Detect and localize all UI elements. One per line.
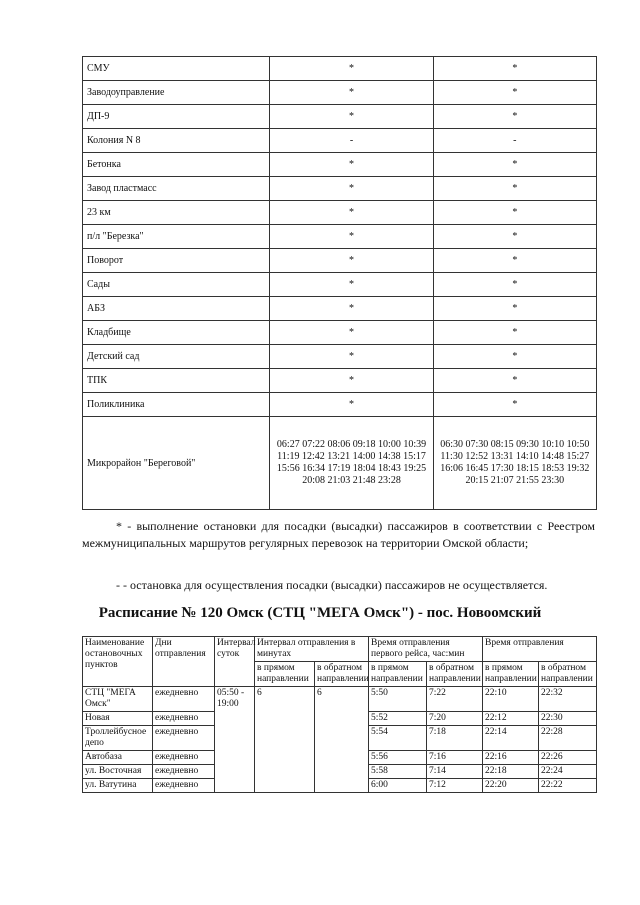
stop-backward-mark: - (433, 129, 596, 153)
stop-backward-mark: * (433, 201, 596, 225)
first-trip-forward: 5:54 (369, 726, 427, 751)
stop-row (83, 297, 597, 321)
first-trip-forward: 5:52 (369, 712, 427, 726)
first-trip-forward: 5:56 (369, 751, 427, 765)
last-trip-backward: 22:22 (539, 779, 597, 793)
stop-backward-mark: * (433, 249, 596, 273)
stop-row-terminal (83, 417, 597, 510)
stop-backward-mark: * (433, 153, 596, 177)
last-trip-backward: 22:26 (539, 751, 597, 765)
schedule-title: Расписание № 120 Омск (СТЦ "МЕГА Омск") - пос. Новоомский (98, 605, 542, 621)
header-dep-interval: Интервал отправления в минутах (255, 637, 369, 662)
stop-row (83, 129, 597, 153)
header-forward: в прямом направлении (255, 662, 315, 687)
stop-row (83, 273, 597, 297)
schedule-days: ежедневно (153, 726, 215, 751)
first-trip-backward: 7:16 (427, 751, 483, 765)
header-days: Дни отправления (153, 637, 215, 687)
schedule-stop: ул. Ватутина (83, 779, 153, 793)
stop-row (83, 153, 597, 177)
stop-forward-mark: * (270, 153, 433, 177)
schedule-table (82, 636, 597, 793)
schedule-days: ежедневно (153, 765, 215, 779)
stop-forward-mark: * (270, 345, 433, 369)
last-trip-backward: 22:28 (539, 726, 597, 751)
stop-name: 23 км (83, 201, 270, 225)
dep-interval-backward: 6 (315, 687, 369, 793)
header-last-trip: Время отправления (483, 637, 597, 662)
stop-name: СМУ (83, 57, 270, 81)
schedule-stop: ул. Восточная (83, 765, 153, 779)
header-first-trip: Время отправления первого рейса, час:мин (369, 637, 483, 662)
header-backward: в обратном направлении (427, 662, 483, 687)
stop-backward-mark: * (433, 177, 596, 201)
schedule-interval: 05:50 - 19:00 (215, 687, 255, 793)
schedule-days: ежедневно (153, 751, 215, 765)
header-stop: Наименование остановочных пунктов (83, 637, 153, 687)
stop-name: Кладбище (83, 321, 270, 345)
schedule-days: ежедневно (153, 687, 215, 712)
note-dash: - - остановка для осуществления посадки (высадки) пассажиров не осуществляется. (116, 578, 548, 592)
first-trip-forward: 6:00 (369, 779, 427, 793)
stop-name: АБЗ (83, 297, 270, 321)
stop-forward-mark: * (270, 105, 433, 129)
stop-forward-mark: * (270, 321, 433, 345)
stop-row (83, 177, 597, 201)
stop-name: ТПК (83, 369, 270, 393)
stop-backward-mark: * (433, 105, 596, 129)
stop-forward-mark: * (270, 177, 433, 201)
header-backward: в обратном направлении (315, 662, 369, 687)
stop-row (83, 105, 597, 129)
stop-name: ДП-9 (83, 105, 270, 129)
stop-name: Микрорайон "Береговой" (83, 417, 270, 510)
stop-forward-mark: * (270, 369, 433, 393)
stop-forward-mark: * (270, 297, 433, 321)
first-trip-forward: 5:50 (369, 687, 427, 712)
last-trip-forward: 22:20 (483, 779, 539, 793)
last-trip-forward: 22:12 (483, 712, 539, 726)
schedule-stop: СТЦ "МЕГА Омск" (83, 687, 153, 712)
stop-row (83, 225, 597, 249)
stop-backward-mark: * (433, 273, 596, 297)
stop-backward-mark: * (433, 57, 596, 81)
first-trip-backward: 7:18 (427, 726, 483, 751)
header-backward: в обратном направлении (539, 662, 597, 687)
stop-row (83, 345, 597, 369)
note-star: * - выполнение остановки для посадки (высадки) пассажиров в соответствии с Реестром межмуниципальных маршрутов регулярных перевозок на территории Омской области; (82, 519, 595, 550)
stop-row (83, 57, 597, 81)
last-trip-backward: 22:24 (539, 765, 597, 779)
schedule-stop: Автобаза (83, 751, 153, 765)
stop-backward-mark: * (433, 321, 596, 345)
first-trip-backward: 7:14 (427, 765, 483, 779)
stop-forward-mark: * (270, 393, 433, 417)
stop-row (83, 321, 597, 345)
stop-row (83, 393, 597, 417)
stops-table (82, 56, 597, 510)
header-forward: в прямом направлении (369, 662, 427, 687)
forward-times: 06:27 07:22 08:06 09:18 10:00 10:39 11:19 12:42 13:21 14:00 14:38 15:17 15:56 16:34 17:19 18:04 18:43 19:25 20:08 21:03 21:48 23:28 (270, 417, 433, 510)
first-trip-backward: 7:12 (427, 779, 483, 793)
first-trip-forward: 5:58 (369, 765, 427, 779)
stop-name: Завод пластмасс (83, 177, 270, 201)
stop-name: Поликлиника (83, 393, 270, 417)
stop-name: Поворот (83, 249, 270, 273)
last-trip-forward: 22:14 (483, 726, 539, 751)
stop-name: п/л "Березка" (83, 225, 270, 249)
stop-backward-mark: * (433, 393, 596, 417)
stop-forward-mark: - (270, 129, 433, 153)
first-trip-backward: 7:22 (427, 687, 483, 712)
stop-name: Детский сад (83, 345, 270, 369)
schedule-stop: Троллейбусное депо (83, 726, 153, 751)
stop-backward-mark: * (433, 345, 596, 369)
header-forward: в прямом направлении (483, 662, 539, 687)
stop-backward-mark: * (433, 81, 596, 105)
last-trip-forward: 22:18 (483, 765, 539, 779)
stop-backward-mark: * (433, 297, 596, 321)
stop-row (83, 249, 597, 273)
stop-row (83, 369, 597, 393)
stop-row (83, 81, 597, 105)
schedule-days: ежедневно (153, 779, 215, 793)
stop-forward-mark: * (270, 201, 433, 225)
stop-name: Сады (83, 273, 270, 297)
header-interval: Интервал суток (215, 637, 255, 687)
stop-name: Заводоуправление (83, 81, 270, 105)
stop-forward-mark: * (270, 81, 433, 105)
schedule-header-row (83, 637, 597, 662)
schedule-days: ежедневно (153, 712, 215, 726)
stop-backward-mark: * (433, 369, 596, 393)
stop-forward-mark: * (270, 57, 433, 81)
last-trip-forward: 22:16 (483, 751, 539, 765)
last-trip-forward: 22:10 (483, 687, 539, 712)
schedule-stop: Новая (83, 712, 153, 726)
first-trip-backward: 7:20 (427, 712, 483, 726)
last-trip-backward: 22:32 (539, 687, 597, 712)
stop-name: Бетонка (83, 153, 270, 177)
last-trip-backward: 22:30 (539, 712, 597, 726)
backward-times: 06:30 07:30 08:15 09:30 10:10 10:50 11:30 12:52 13:31 14:10 14:48 15:27 16:06 16:45 17:30 18:15 18:53 19:32 20:15 21:07 21:55 23:30 (433, 417, 596, 510)
stop-forward-mark: * (270, 225, 433, 249)
stop-name: Колония N 8 (83, 129, 270, 153)
dep-interval-forward: 6 (255, 687, 315, 793)
stop-forward-mark: * (270, 273, 433, 297)
stop-forward-mark: * (270, 249, 433, 273)
stop-backward-mark: * (433, 225, 596, 249)
schedule-row (83, 687, 597, 712)
stop-row (83, 201, 597, 225)
